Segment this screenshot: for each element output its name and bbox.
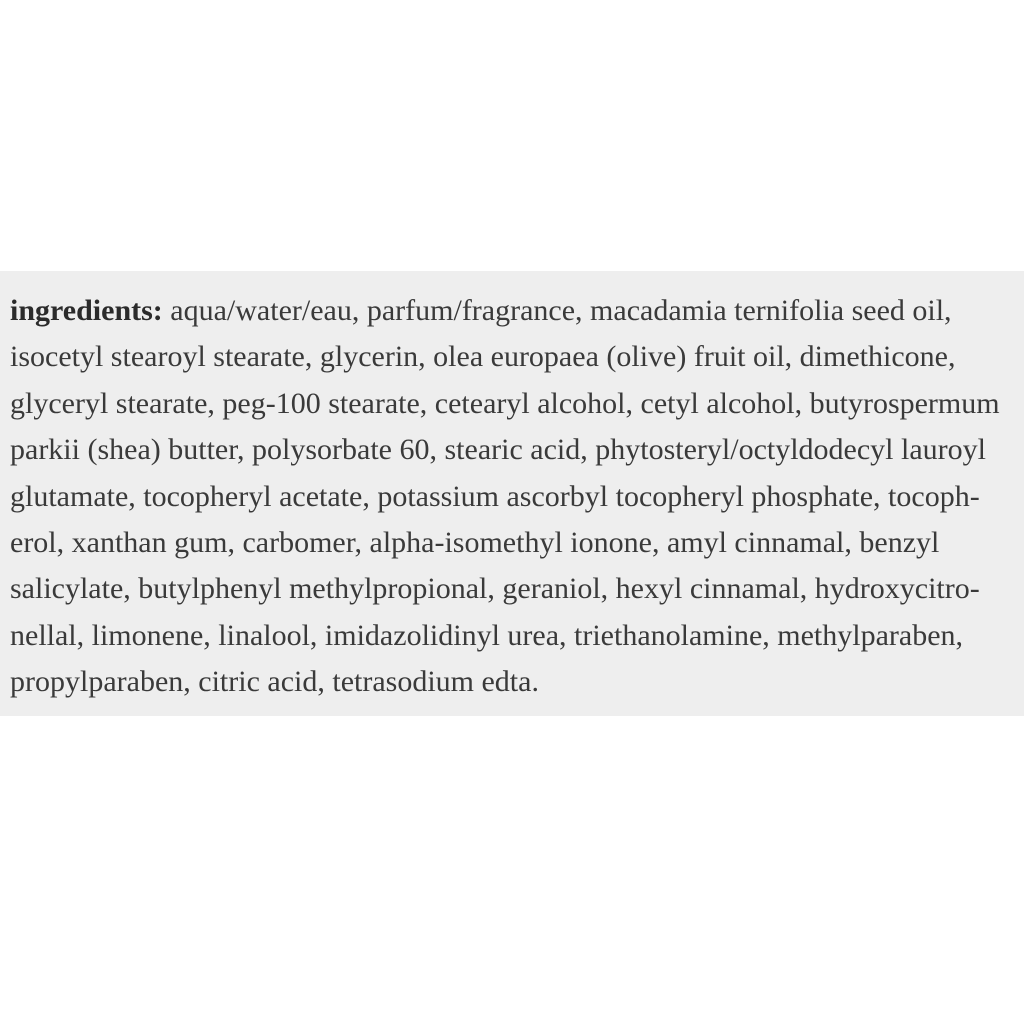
ingredients-line (10, 288, 1020, 334)
ingredients-line: isocetyl stearoyl stearate, glycerin, olea europaea (olive) fruit oil, dimethicone, (10, 340, 956, 374)
ingredients-line: glutamate, tocopheryl acetate, potassium ascorbyl tocopheryl phosphate, tocoph- (10, 479, 980, 513)
ingredients-line: nellal, limonene, linalool, imidazolidinyl urea, triethanolamine, methylparaben, (10, 618, 964, 652)
ingredients-line: salicylate, butylphenyl methylpropional, geraniol, hexyl cinnamal, hydroxycitro- (10, 572, 980, 606)
ingredients-line: glyceryl stearate, peg-100 stearate, cetearyl alcohol, cetyl alcohol, butyrospermum (10, 386, 1000, 420)
ingredients-list (10, 288, 1020, 706)
ingredients-line: erol, xanthan gum, carbomer, alpha-isomethyl ionone, amyl cinnamal, benzyl (10, 525, 940, 559)
ingredients-line: propylparaben, citric acid, tetrasodium edta. (10, 665, 539, 699)
ingredients-line: parkii (shea) butter, polysorbate 60, stearic acid, phytosteryl/octyldodecyl lauroyl (10, 433, 986, 467)
ingredients-label: ingredients: (10, 294, 163, 327)
ingredients-line-text: aqua/water/eau, parfum/fragrance, macadamia ternifolia seed oil, (170, 294, 952, 327)
